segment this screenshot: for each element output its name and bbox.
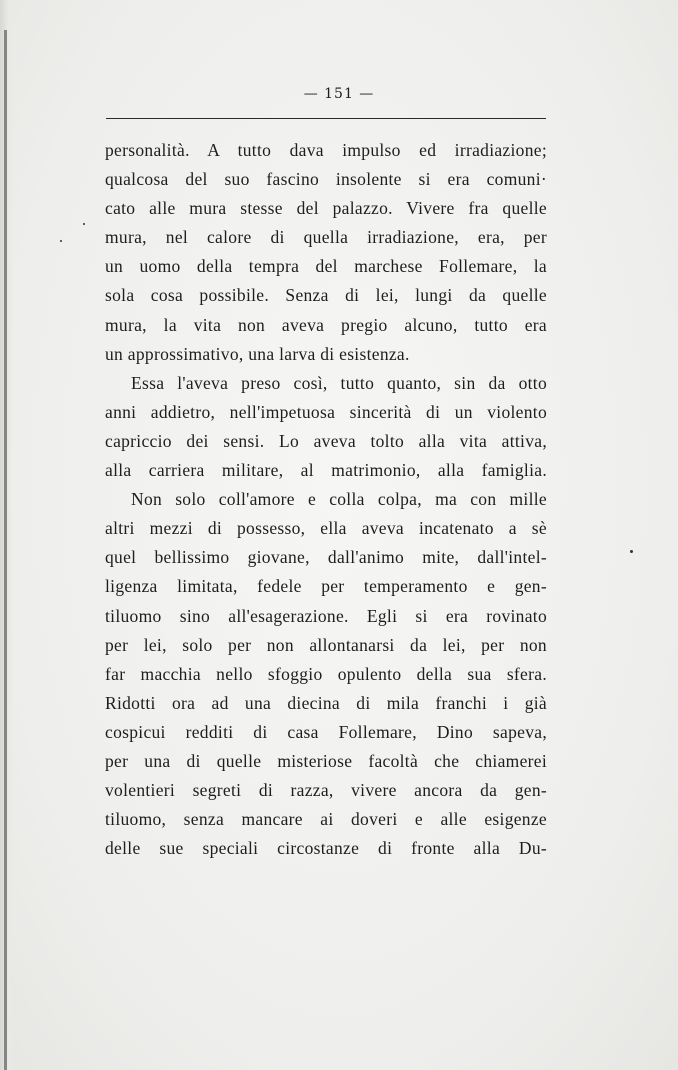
text-line: altri mezzi di possesso, ella aveva incatenato a sè <box>105 518 547 539</box>
text-line: cato alle mura stesse del palazzo. Vivere fra quelle <box>105 198 547 219</box>
text-line: far macchia nello sfoggio opulento della sua sfera. <box>105 663 547 684</box>
print-speck <box>60 240 62 242</box>
text-line: Ridotti ora ad una diecina di mila franchi i già <box>105 692 547 713</box>
print-speck <box>83 223 85 225</box>
text-line: sola cosa possibile. Senza di lei, lungi da quelle <box>105 285 547 306</box>
page-gutter-shadow <box>0 0 14 1070</box>
text-line: un uomo della tempra del marchese Follemare, la <box>105 256 547 277</box>
text-line: per lei, solo per non allontanarsi da lei, per non <box>105 634 547 655</box>
text-line: un approssimativo, una larva di esistenza. <box>105 343 410 364</box>
binding-edge <box>4 30 7 1070</box>
text-line: quel bellissimo giovane, dall'animo mite, dall'intel- <box>105 547 547 568</box>
text-line: Non solo coll'amore e colla colpa, ma con mille <box>131 489 547 510</box>
text-line: personalità. A tutto dava impulso ed irradiazione; <box>105 140 547 160</box>
print-speck <box>630 550 633 553</box>
text-line: tiluomo, senza mancare ai doveri e alle esigenze <box>105 809 547 830</box>
text-line: mura, la vita non aveva pregio alcuno, tutto era <box>105 314 547 335</box>
text-line: Essa l'aveva preso così, tutto quanto, sin da otto <box>131 372 547 393</box>
page-number: — 151 — <box>303 86 375 102</box>
body-text <box>105 136 547 863</box>
text-line: qualcosa del suo fascino insolente si era comuni· <box>105 169 547 190</box>
text-line: per una di quelle misteriose facoltà che chiamerei <box>105 750 547 771</box>
header-rule <box>106 118 546 119</box>
text-line: anni addietro, nell'impetuosa sincerità di un violento <box>105 401 547 422</box>
text-line: delle sue speciali circostanze di fronte alla Du- <box>105 838 547 859</box>
text-line: mura, nel calore di quella irradiazione, era, per <box>105 227 547 248</box>
text-line: volentieri segreti di razza, vivere ancora da gen- <box>105 780 547 801</box>
text-line: cospicui redditi di casa Follemare, Dino sapeva, <box>105 721 547 742</box>
text-line: ligenza limitata, fedele per temperamento e gen- <box>105 576 547 597</box>
text-line: alla carriera militare, al matrimonio, alla famiglia. <box>105 460 547 481</box>
text-line: tiluomo sino all'esagerazione. Egli si era rovinato <box>105 605 547 626</box>
text-line: capriccio dei sensi. Lo aveva tolto alla vita attiva, <box>105 430 547 451</box>
